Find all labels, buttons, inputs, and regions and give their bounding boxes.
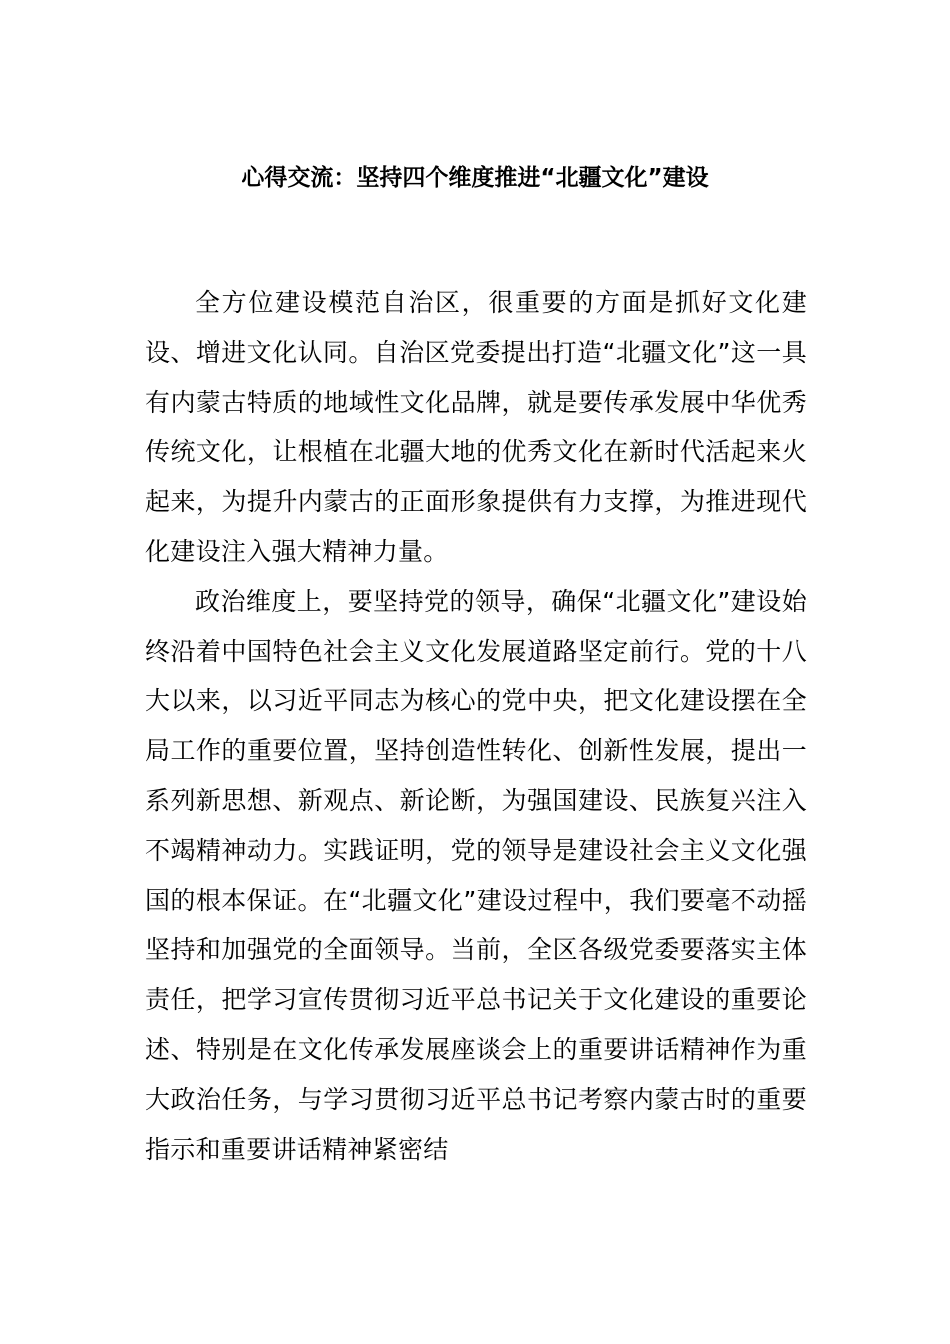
document-body <box>145 278 807 1174</box>
document-title: 心得交流：坚持四个维度推进“北疆文化”建设 <box>241 165 709 191</box>
paragraph-intro: 全方位建设模范自治区，很重要的方面是抓好文化建设、增进文化认同。自治区党委提出打造“北疆文化”这一具有内蒙古特质的地域性文化品牌，就是要传承发展中华优秀传统文化，让根植在北疆大地的优秀文化在新时代活起来火起来，为提升内蒙古的正面形象提供有力支撑，为推进现代化建设注入强大精神力量。 <box>145 288 807 566</box>
paragraph-political-dimension: 政治维度上，要坚持党的领导，确保“北疆文化”建设始终沿着中国特色社会主义文化发展道路坚定前行。党的十八大以来，以习近平同志为核心的党中央，把文化建设摆在全局工作的重要位置，坚持创造性转化、创新性发展，提出一系列新思想、新观点、新论断，为强国建设、民族复兴注入不竭精神动力。实践证明，党的领导是建设社会主义文化强国的根本保证。在“北疆文化”建设过程中，我们要毫不动摇坚持和加强党的全面领导。当前，全区各级党委要落实主体责任，把学习宣传贯彻习近平总书记关于文化建设的重要论述、特别是在文化传承发展座谈会上的重要讲话精神作为重大政治任务，与学习贯彻习近平总书记考察内蒙古时的重要指示和重要讲话精神紧密结 <box>145 586 807 1164</box>
